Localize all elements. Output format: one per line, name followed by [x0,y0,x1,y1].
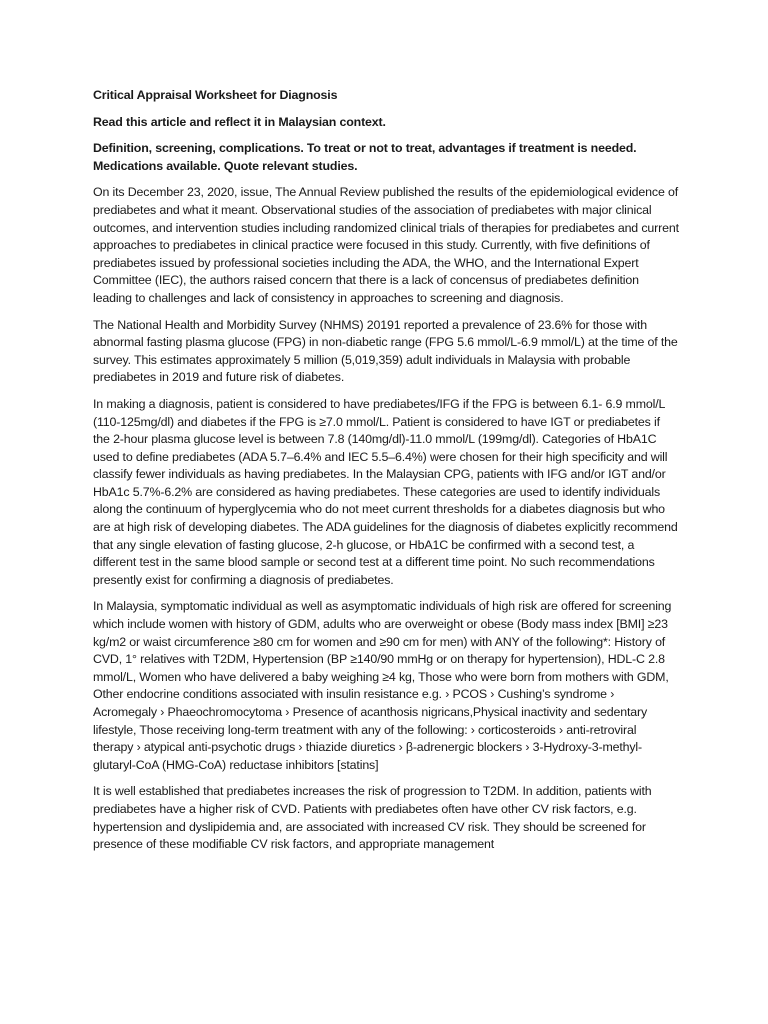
document-page [93,87,679,863]
paragraph-nhms: The National Health and Morbidity Survey (NHMS) 20191 reported a prevalence of 23.6% for those with abnormal fasting plasma glucose (FPG) in non-diabetic range (FPG 5.6 mmol/L-6.9 mmol/L) at the time of the survey. This estimates approximately 5 million (5,019,359) adult individuals in Malaysia with probable prediabetes in 2019 and future risk of diabetes. [93,317,678,385]
paragraph-annual-review: On its December 23, 2020, issue, The Annual Review published the results of the epidemiological evidence of prediabetes and what it meant. Observational studies of the association of prediabetes with major clinical outcomes, and intervention studies including randomized clinical trials of therapies for prediabetes and current approaches to prediabetes in clinical practice were focused in this study. Currently, with five definitions of prediabetes issued by professional societies including the ADA, the WHO, and the International Expert Committee (IEC), the authors raised concern that there is a lack of concensus of prediabetes definition leading to challenges and lack of consistency in approaches to screening and diagnosis. [93,185,679,305]
paragraph-risk: It is well established that prediabetes increases the risk of progression to T2DM. In addition, patients with prediabetes have a higher risk of CVD. Patients with prediabetes often have other CV risk factors, e.g. hypertension and dyslipidemia and, are associated with increased CV risk. They should be screened for presence of these modifiable CV risk factors, and appropriate management [93,784,652,852]
task-text: Definition, screening, complications. To treat or not to treat, advantages if treatment is needed. Medications available. Quote relevant studies. [93,141,637,173]
instruction-text: Read this article and reflect it in Malaysian context. [93,114,386,129]
document-title: Critical Appraisal Worksheet for Diagnosis [93,88,338,102]
paragraph-diagnosis: In making a diagnosis, patient is considered to have prediabetes/IFG if the FPG is between 6.1- 6.9 mmol/L (110-125mg/dl) and diabetes if the FPG is ≥7.0 mmol/L. Patient is considered to have IGT or prediabetes if the 2-hour plasma glucose level is between 7.8 (140mg/dl)-11.0 mmol/L (199mg/dl). Categories of HbA1C used to define prediabetes (ADA 5.7–6.4% and IEC 5.5–6.4%) were chosen for their high specificity and will classify fewer individuals as having prediabetes. In the Malaysian CPG, patients with IFG and/or IGT and/or HbA1c 5.7%-6.2% are considered as having prediabetes. These categories are used to identify individuals along the continuum of hyperglycemia who do not meet current thresholds for a diabetes diagnosis but who are at high risk of developing diabetes. The ADA guidelines for the diagnosis of diabetes explicitly recommend that any single elevation of fasting glucose, 2-h glucose, or HbA1C be confirmed with a second test, a different test in the same blood sample or second test at a different time point. No such recommendations presently exist for confirming a diagnosis of prediabetes. [93,396,678,587]
paragraph-screening: In Malaysia, symptomatic individual as well as asymptomatic individuals of high risk are offered for screening which include women with history of GDM, adults who are overweight or obese (Body mass index [BMI] ≥23 kg/m2 or waist circumference ≥80 cm for women and ≥90 cm for men) with ANY of the following*: History of CVD, 1° relatives with T2DM, Hypertension (BP ≥140/90 mmHg or on therapy for hypertension), HDL-C 2.8 mmol/L, Women who have delivered a baby weighing ≥4 kg, Those who were born from mothers with GDM, Other endocrine conditions associated with insulin resistance e.g. › PCOS › Cushing’s syndrome › Acromegaly › Phaeochromocytoma › Presence of acanthosis nigricans,Physical inactivity and sedentary lifestyle, Those receiving long-term treatment with any of the following: › corticosteroids › anti-retroviral therapy › atypical anti-psychotic drugs › thiazide diuretics › β-adrenergic blockers › 3-Hydroxy-3-methyl-glutaryl-CoA (HMG-CoA) reductase inhibitors [statins] [93,599,672,772]
